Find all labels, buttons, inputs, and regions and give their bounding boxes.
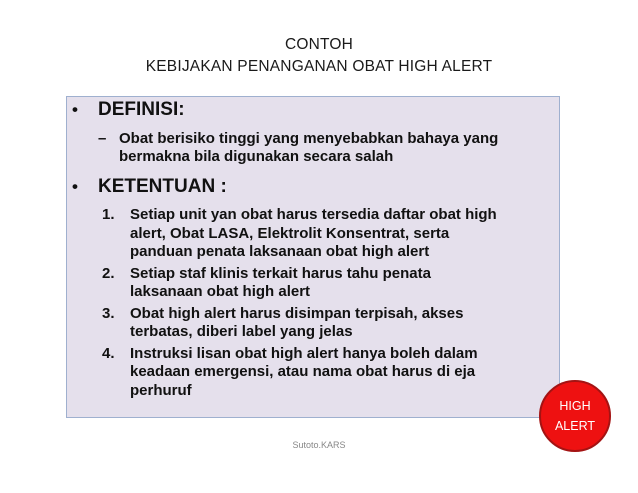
item-text (130, 206, 497, 262)
slide-title (0, 34, 638, 78)
item-line: perhuruf (130, 381, 192, 399)
footer-author: Sutoto.KARS (292, 440, 346, 450)
ketentuan-item-4 (66, 345, 566, 401)
high-alert-badge (539, 380, 611, 452)
ketentuan-item-2 (66, 265, 566, 302)
definisi-heading-row (66, 98, 566, 122)
item-line: Setiap unit yan obat harus tersedia daftar obat high (130, 206, 497, 223)
title-line-2: KEBIJAKAN PENANGANAN OBAT HIGH ALERT (145, 58, 493, 75)
dash-icon: – (98, 130, 107, 147)
definisi-heading: DEFINISI: (98, 99, 185, 120)
item-line: keadaan emergensi, atau nama obat harus di eja (130, 363, 476, 380)
definisi-text-row (66, 130, 566, 166)
title-line-1: CONTOH (284, 36, 354, 53)
item-number: 3. (102, 304, 115, 322)
bullet-icon: • (72, 100, 78, 119)
badge-line-1: HIGH (559, 399, 591, 413)
ketentuan-item-3 (66, 305, 566, 342)
definisi-line-2: bermakna bila digunakan secara salah (119, 148, 394, 165)
item-number: 4. (102, 344, 115, 362)
ketentuan-item-1 (66, 206, 566, 262)
item-number: 2. (102, 264, 115, 282)
item-line: Instruksi lisan obat high alert hanya boleh dalam (130, 344, 478, 362)
item-text (130, 305, 463, 342)
definisi-text (119, 130, 498, 166)
item-text (130, 345, 478, 401)
item-line: laksanaan obat high alert (130, 283, 311, 300)
definisi-line-1: Obat berisiko tinggi yang menyebabkan bahaya yang (119, 130, 499, 147)
content-list (66, 96, 566, 400)
item-line: terbatas, diberi label yang jelas (130, 323, 353, 340)
item-line: alert, Obat LASA, Elektrolit Konsentrat, serta (130, 224, 450, 242)
bullet-icon: • (72, 177, 78, 196)
badge-line-2: ALERT (554, 419, 596, 433)
item-number: 1. (102, 206, 115, 223)
item-line: Obat high alert harus disimpan terpisah, akses (130, 304, 464, 322)
item-line: Setiap staf klinis terkait harus tahu penata (130, 264, 431, 282)
item-line: panduan penata laksanaan obat high alert (130, 243, 430, 260)
item-text (130, 265, 431, 302)
ketentuan-heading-row (66, 175, 566, 199)
ketentuan-heading: KETENTUAN : (98, 176, 227, 197)
